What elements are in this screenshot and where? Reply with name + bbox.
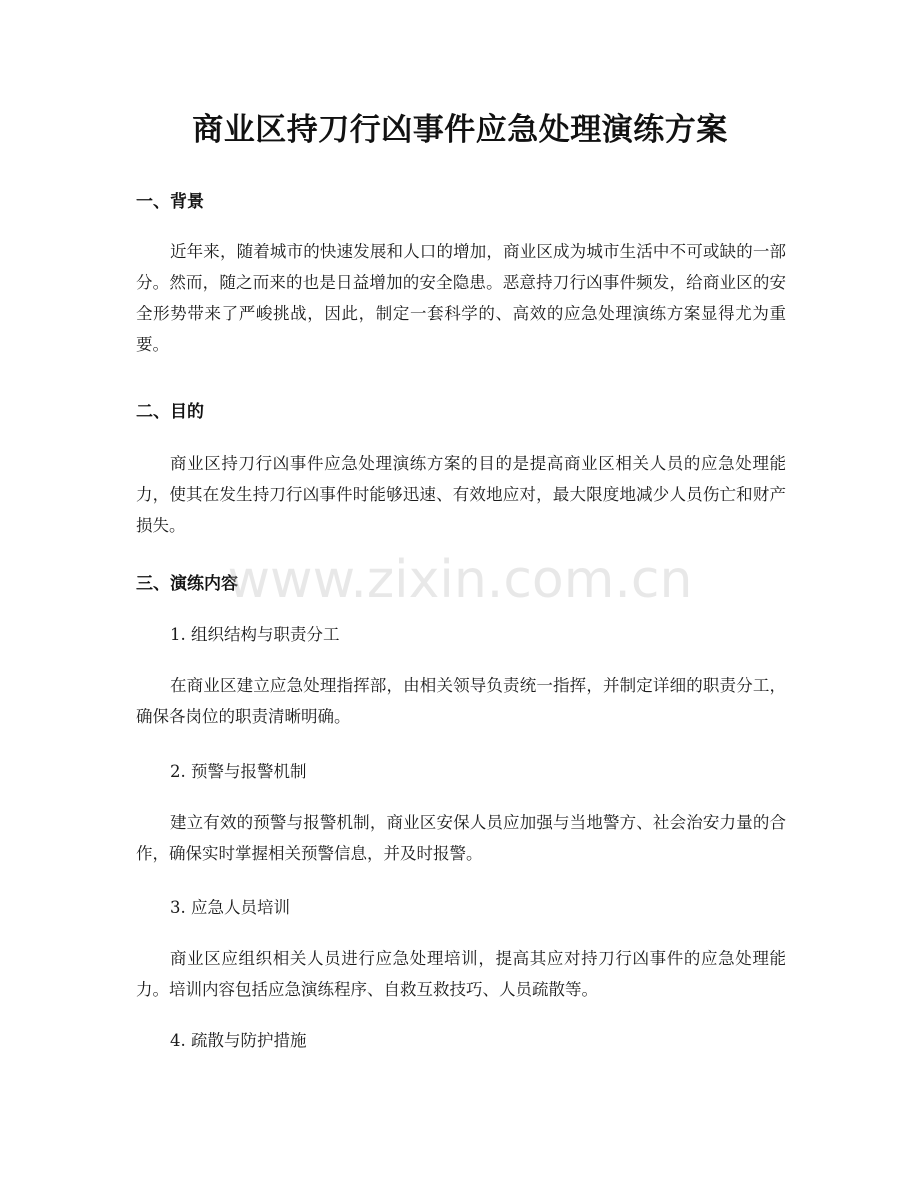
watermark: www.zixin.com.cn (227, 550, 693, 610)
section-heading-background: 一、背景 (136, 192, 204, 212)
section-heading-purpose: 二、目的 (136, 402, 204, 422)
list-item-label-1: 1. 组织结构与职责分工 (170, 625, 340, 644)
list-item-paragraph-1: 在商业区建立应急处理指挥部，由相关领导负责统一指挥，并制定详细的职责分工，确保各岗位的职责清晰明确。 (136, 676, 786, 726)
list-item-label-2: 2. 预警与报警机制 (170, 762, 307, 781)
section-heading-drill-content: 三、演练内容 (136, 574, 238, 594)
list-item-label-3: 3. 应急人员培训 (170, 898, 290, 917)
document-title: 商业区持刀行凶事件应急处理演练方案 (192, 112, 728, 148)
paragraph-background: 近年来，随着城市的快速发展和人口的增加，商业区成为城市生活中不可或缺的一部分。然而，随之而来的也是日益增加的安全隐患。恶意持刀行凶事件频发，给商业区的安全形势带来了严峻挑战，因此，制定一套科学的、高效的应急处理演练方案显得尤为重要。 (136, 242, 786, 354)
list-item-paragraph-3: 商业区应组织相关人员进行应急处理培训，提高其应对持刀行凶事件的应急处理能力。培训内容包括应急演练程序、自救互救技巧、人员疏散等。 (136, 949, 786, 999)
paragraph-purpose: 商业区持刀行凶事件应急处理演练方案的目的是提高商业区相关人员的应急处理能力，使其在发生持刀行凶事件时能够迅速、有效地应对，最大限度地减少人员伤亡和财产损失。 (136, 454, 786, 535)
list-item-label-4: 4. 疏散与防护措施 (170, 1031, 307, 1050)
list-item-paragraph-2: 建立有效的预警与报警机制，商业区安保人员应加强与当地警方、社会治安力量的合作，确保实时掌握相关预警信息，并及时报警。 (136, 813, 786, 863)
